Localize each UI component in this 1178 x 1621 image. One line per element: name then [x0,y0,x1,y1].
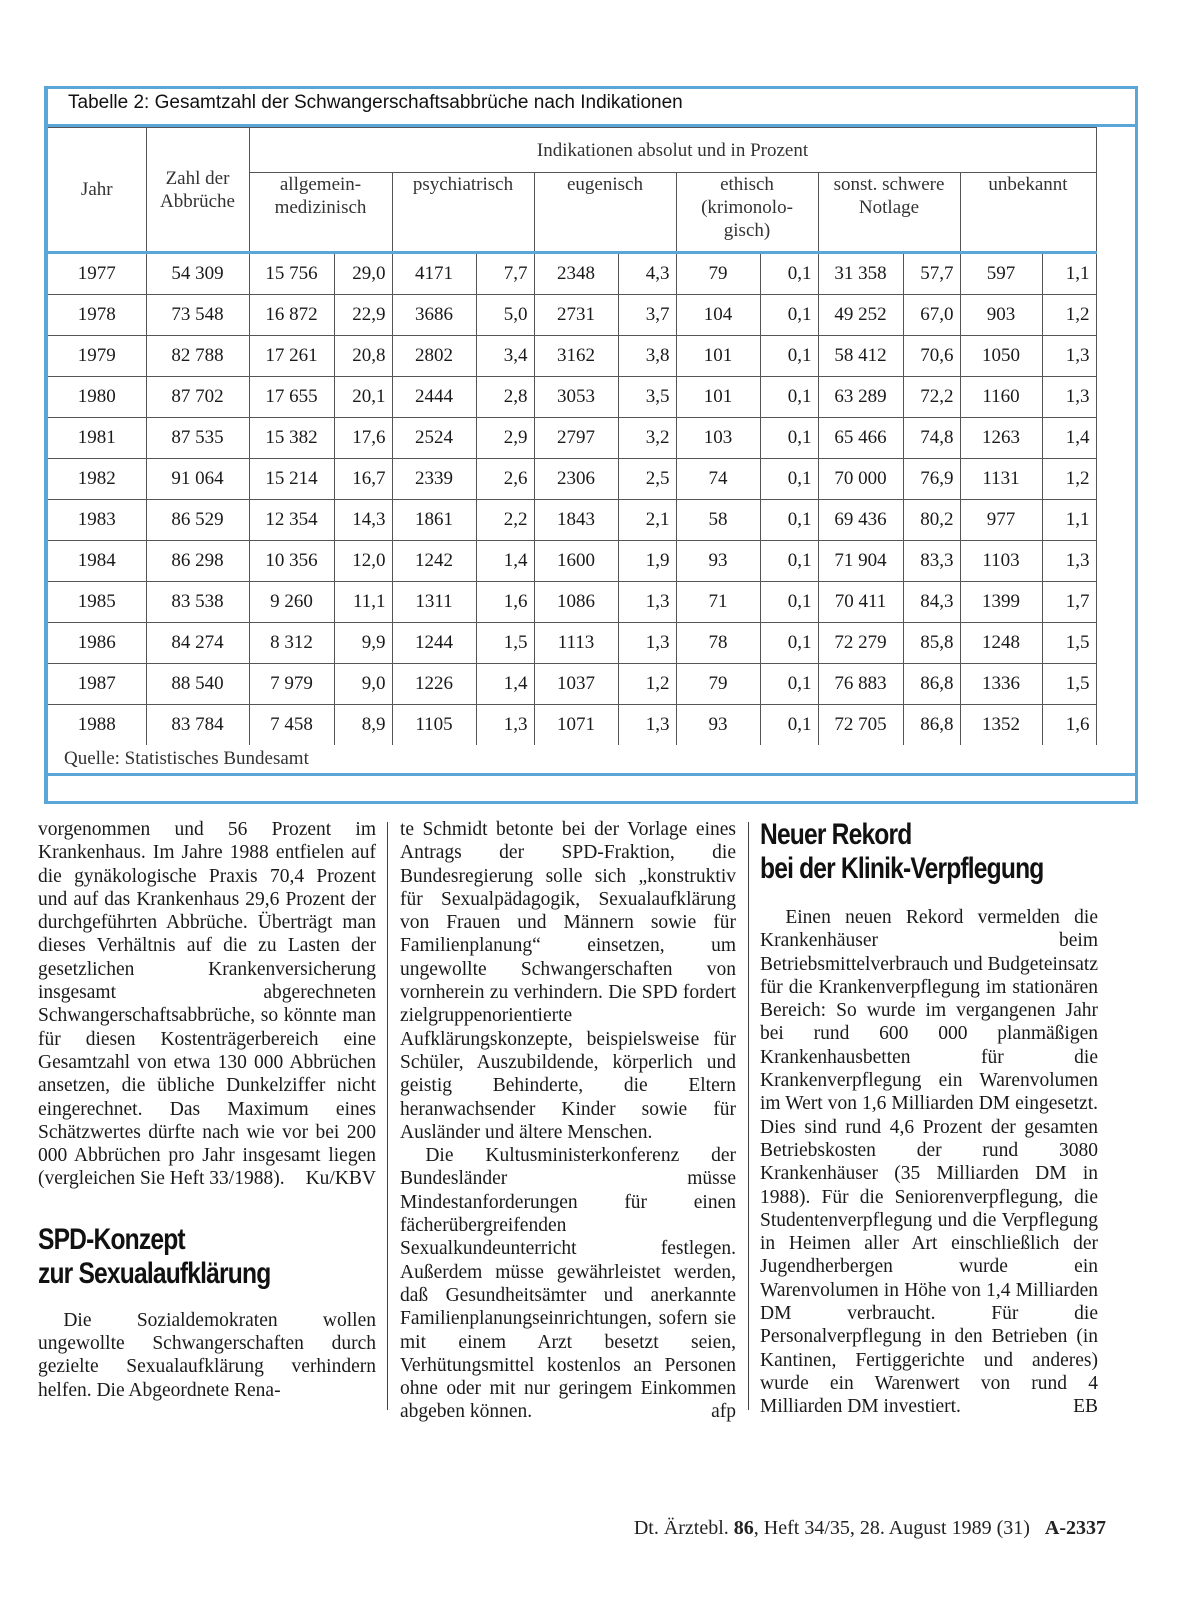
header-psychiatric: psychiatrisch [392,173,534,253]
table-row [48,377,1096,418]
table-cell: 1160 [960,377,1042,418]
table-cell: 1226 [392,664,476,705]
table-cell: 58 412 [818,336,903,377]
table-cell: 1352 [960,705,1042,746]
table-row [48,295,1096,336]
table-cell: 14,3 [334,500,392,541]
table-cell: 17 261 [249,336,334,377]
table-cell: 93 [676,705,760,746]
table-cell: 11,1 [334,582,392,623]
table-cell: 72 279 [818,623,903,664]
table-cell: 1,3 [618,705,676,746]
col1-signature: Ku/KBV [305,1168,376,1190]
table-cell: 0,1 [760,500,818,541]
column-rule-2 [748,822,749,1410]
table-cell: 2444 [392,377,476,418]
headline-neuer-rekord: Neuer Rekord bei der Klinik-Verpflegung [760,818,1044,885]
table-cell: 17,6 [334,418,392,459]
table-cell: 88 540 [146,664,249,705]
table-cell: 7 979 [249,664,334,705]
footer-page-number: A-2337 [1044,1517,1106,1539]
header-indications-group: Indikationen absolut und in Prozent [249,128,1096,173]
table-cell: 2306 [534,459,618,500]
table-cell: 7,7 [476,253,534,295]
table-cell: 1,2 [1042,459,1096,500]
table-cell: 2,1 [618,500,676,541]
table-cell: 1,1 [1042,253,1096,295]
col3-signature: EB [1073,1396,1098,1418]
table-cell: 83 784 [146,705,249,746]
table-cell: 1103 [960,541,1042,582]
table-cell: 78 [676,623,760,664]
table-row [48,705,1096,746]
table-cell: 1336 [960,664,1042,705]
table-cell: 4171 [392,253,476,295]
table-cell: 20,1 [334,377,392,418]
table-cell: 82 788 [146,336,249,377]
table-row [48,541,1096,582]
footer-volume: 86 [733,1517,754,1539]
table-cell: 2731 [534,295,618,336]
table-cell: 0,1 [760,253,818,295]
table-cell: 93 [676,541,760,582]
table-cell: 16 872 [249,295,334,336]
table-cell: 2,9 [476,418,534,459]
header-total [146,128,249,253]
table-row [48,253,1096,295]
table-cell: 2802 [392,336,476,377]
table-cell: 1987 [48,664,146,705]
table-cell: 63 289 [818,377,903,418]
table-cell: 0,1 [760,459,818,500]
table-cell: 70 000 [818,459,903,500]
table-cell: 1984 [48,541,146,582]
table-cell: 12,0 [334,541,392,582]
table-source: Quelle: Statistisches Bundesamt [64,748,309,769]
table-cell: 0,1 [760,582,818,623]
table-cell: 87 702 [146,377,249,418]
table-cell: 1988 [48,705,146,746]
table-cell: 1248 [960,623,1042,664]
table-cell: 1985 [48,582,146,623]
table-cell: 2797 [534,418,618,459]
table-cell: 1986 [48,623,146,664]
table-cell: 0,1 [760,377,818,418]
col2-signature: afp [711,1401,736,1423]
table-cell: 0,1 [760,623,818,664]
table-cell: 9,9 [334,623,392,664]
table-cell: 9,0 [334,664,392,705]
table-cell: 80,2 [903,500,960,541]
table-cell: 0,1 [760,336,818,377]
table-cell: 17 655 [249,377,334,418]
table-cell: 3,2 [618,418,676,459]
table-cell: 3,7 [618,295,676,336]
table-cell: 85,8 [903,623,960,664]
table-cell: 8,9 [334,705,392,746]
table-cell: 1,3 [1042,336,1096,377]
table-cell: 70,6 [903,336,960,377]
table-cell: 977 [960,500,1042,541]
table-cell: 1131 [960,459,1042,500]
table-cell: 1,5 [1042,664,1096,705]
table-cell: 12 354 [249,500,334,541]
table-cell: 597 [960,253,1042,295]
header-other-emergency: sonst. schwere Notlage [818,173,960,253]
table-cell: 79 [676,664,760,705]
table-cell: 86 529 [146,500,249,541]
table-row [48,664,1096,705]
text-column-1 [38,818,376,1402]
table-cell: 1,3 [618,582,676,623]
table-cell: 67,0 [903,295,960,336]
table-cell: 83 538 [146,582,249,623]
table-bottom-rule [48,773,1136,776]
table-cell: 1981 [48,418,146,459]
table-cell: 1,6 [1042,705,1096,746]
header-year: Jahr [48,128,146,253]
table-cell: 3,5 [618,377,676,418]
table-cell: 1600 [534,541,618,582]
table-cell: 1,7 [1042,582,1096,623]
table-cell: 15 756 [249,253,334,295]
table-cell: 87 535 [146,418,249,459]
table-cell: 0,1 [760,664,818,705]
table-cell: 1263 [960,418,1042,459]
table-cell: 86,8 [903,705,960,746]
header-eugenic: eugenisch [534,173,676,253]
table-cell: 104 [676,295,760,336]
table-caption: Tabelle 2: Gesamtzahl der Schwangerschaftsabbrüche nach Indikationen [68,92,683,113]
table-cell: 1,3 [618,623,676,664]
table-cell: 8 312 [249,623,334,664]
header-unknown: unbekannt [960,173,1096,253]
table-cell: 1978 [48,295,146,336]
table-cell: 1050 [960,336,1042,377]
table-cell: 22,9 [334,295,392,336]
table-row [48,336,1096,377]
table-cell: 49 252 [818,295,903,336]
table-cell: 73 548 [146,295,249,336]
table-cell: 1086 [534,582,618,623]
table-cell: 1,5 [476,623,534,664]
table-cell: 1861 [392,500,476,541]
table-row [48,582,1096,623]
table-cell: 1,4 [1042,418,1096,459]
table-cell: 3686 [392,295,476,336]
abortion-statistics-table [48,127,1097,745]
table-row [48,500,1096,541]
table-cell: 71 [676,582,760,623]
table-cell: 71 904 [818,541,903,582]
table-cell: 31 358 [818,253,903,295]
table-cell: 1,3 [1042,377,1096,418]
table-cell: 1,2 [618,664,676,705]
table-cell: 70 411 [818,582,903,623]
table-cell: 1,2 [1042,295,1096,336]
table-cell: 2,2 [476,500,534,541]
header-total-line2: Abbrüche [160,190,235,212]
table-cell: 5,0 [476,295,534,336]
table-cell: 0,1 [760,705,818,746]
table-cell: 79 [676,253,760,295]
table-cell: 0,1 [760,418,818,459]
table-cell: 101 [676,377,760,418]
table-cell: 1105 [392,705,476,746]
table-cell: 3162 [534,336,618,377]
table-cell: 1311 [392,582,476,623]
table-cell: 2348 [534,253,618,295]
table-cell: 2524 [392,418,476,459]
table-cell: 86 298 [146,541,249,582]
table-cell: 0,1 [760,295,818,336]
table-cell: 1,3 [476,705,534,746]
table-cell: 2,5 [618,459,676,500]
table-cell: 72,2 [903,377,960,418]
table-cell: 1,1 [1042,500,1096,541]
table-cell: 15 214 [249,459,334,500]
table-cell: 1980 [48,377,146,418]
table-cell: 1,9 [618,541,676,582]
table-cell: 91 064 [146,459,249,500]
table-cell: 1,4 [476,664,534,705]
table-cell: 29,0 [334,253,392,295]
table-cell: 15 382 [249,418,334,459]
table-row [48,623,1096,664]
table-cell: 1982 [48,459,146,500]
table-cell: 903 [960,295,1042,336]
text-column-3 [760,818,1098,1419]
table-cell: 1,4 [476,541,534,582]
table-cell: 7 458 [249,705,334,746]
table-cell: 1,5 [1042,623,1096,664]
table-cell: 3,4 [476,336,534,377]
table-cell: 1244 [392,623,476,664]
table-cell: 103 [676,418,760,459]
table-cell: 1977 [48,253,146,295]
table-cell: 3053 [534,377,618,418]
table-cell: 1071 [534,705,618,746]
column-rule-1 [387,822,388,1410]
table-cell: 54 309 [146,253,249,295]
header-total-line1: Zahl der [165,167,230,189]
header-ethical: ethisch (krimonolo- gisch) [676,173,818,253]
headline-spd-konzept: SPD-Konzept zur Sexualaufklärung [38,1222,271,1290]
table-cell: 1037 [534,664,618,705]
table-cell: 72 705 [818,705,903,746]
table-cell: 9 260 [249,582,334,623]
table-cell: 76 883 [818,664,903,705]
table-cell: 58 [676,500,760,541]
col2-paragraph-1: te Schmidt betonte bei der Vorlage eines Antrags der SPD-Fraktion, die Bundesregierung solle sich „konstruktiv für Sexualpädagogik, Sexualaufklärung von Frauen und Männern sowie für Familienplanung“ einsetzen, um ungewollte Schwangerschaften von vornherein zu verhindern. Die SPD fordert zielgruppenorientierte Aufklärungskonzepte, beispielsweise für Schüler, Auszubildende, körperlich und geistig Behinderte, die Eltern heranwachsender Kinder sowie für Ausländer und ältere Menschen. [400,819,736,1143]
table-cell: 20,8 [334,336,392,377]
col2-paragraph-2: Die Kultusministerkonferenz der Bundesländer müsse Mindestanforderungen für einen fächerübergreifenden Sexualkundeunterricht festlegen. Außerdem müsse gewährleistet werden, daß Gesundheitsämter und anerkannte Familienplanungseinrichtungen, sofern sie mit einem Arzt besetzt seien, Verhütungsmittel kostenlos an Personen ohne oder mit nur geringem Einkommen abgeben können. afp [400,1145,736,1423]
table-cell: 2,8 [476,377,534,418]
table-cell: 83,3 [903,541,960,582]
table-cell: 2339 [392,459,476,500]
table-cell: 1979 [48,336,146,377]
table-cell: 4,3 [618,253,676,295]
footer-issue: , Heft 34/35, 28. August 1989 (31) [753,1517,1030,1539]
table-cell: 1,3 [1042,541,1096,582]
table-cell: 1399 [960,582,1042,623]
table-cell: 69 436 [818,500,903,541]
table-cell: 101 [676,336,760,377]
table-row [48,459,1096,500]
text-column-2 [400,818,736,1424]
table-cell: 1113 [534,623,618,664]
table-cell: 3,8 [618,336,676,377]
header-general-medical: allgemein- medizinisch [249,173,392,253]
table-cell: 57,7 [903,253,960,295]
table-body [48,253,1096,746]
col1-paragraph-1: vorgenommen und 56 Prozent im Krankenhaus. Im Jahre 1988 entfielen auf die gynäkologische Praxis 70,4 Prozent und auf das Krankenhaus 29,6 Prozent der durchgeführten Abbrüche. Überträgt man dieses Verhältnis auf die zu Lasten der gesetzlichen Krankenversicherung insgesamt abgerechneten Schwangerschaftsabbrüche, so könnte man für diesen Kostenträgerbereich eine Gesamtzahl von etwa 130 000 Abbrüchen ansetzen, die übliche Dunkelziffer nicht eingerechnet. Das Maximum eines Schätzwertes dürfte nach wie vor bei 200 000 Abbrüchen pro Jahr insgesamt liegen (vergleichen Sie Heft 33/1988). Ku/KBV [38,819,376,1190]
table-cell: 0,1 [760,541,818,582]
footer-journal: Dt. Ärztebl. [633,1517,729,1539]
table-cell: 1242 [392,541,476,582]
table-row [48,418,1096,459]
table-cell: 10 356 [249,541,334,582]
table-cell: 1843 [534,500,618,541]
table-cell: 65 466 [818,418,903,459]
page-footer [634,1517,1106,1540]
table-cell: 76,9 [903,459,960,500]
col3-paragraph-1: Einen neuen Rekord vermelden die Krankenhäuser beim Betriebsmittelverbrauch und Budgeteinsatz für die Krankenverpflegung im stationären Bereich: So wurde im vergangenen Jahr bei rund 600 000 planmäßigen Krankenhausbetten für die Krankenverpflegung ein Warenvolumen im Wert von 1,6 Milliarden DM eingesetzt. Dies sind rund 4,6 Prozent der gesamten Betriebskosten der rund 3080 Krankenhäuser (35 Milliarden DM in 1988). Für die Seniorenverpflegung, die Studentenverpflegung und die Verpflegung in Heimen aller Art einschließlich der Jugendherbergen wurde ein Warenvolumen in Höhe von 1,4 Milliarden DM verbraucht. Für die Personalverpflegung in den Betrieben (in Kantinen, Fertiggerichte und anderes) wurde ein Warenwert von rund 4 Milliarden DM investiert. EB [760,907,1098,1418]
table-cell: 74,8 [903,418,960,459]
table-cell: 86,8 [903,664,960,705]
table-cell: 16,7 [334,459,392,500]
table-cell: 2,6 [476,459,534,500]
table-cell: 1,6 [476,582,534,623]
table-cell: 84,3 [903,582,960,623]
table-cell: 1983 [48,500,146,541]
col1-paragraph-2: Die Sozialdemokraten wollen ungewollte Schwangerschaften durch gezielte Sexualaufklärung verhindern helfen. Die Abgeordnete Rena- [38,1309,376,1401]
table-cell: 84 274 [146,623,249,664]
table-cell: 74 [676,459,760,500]
